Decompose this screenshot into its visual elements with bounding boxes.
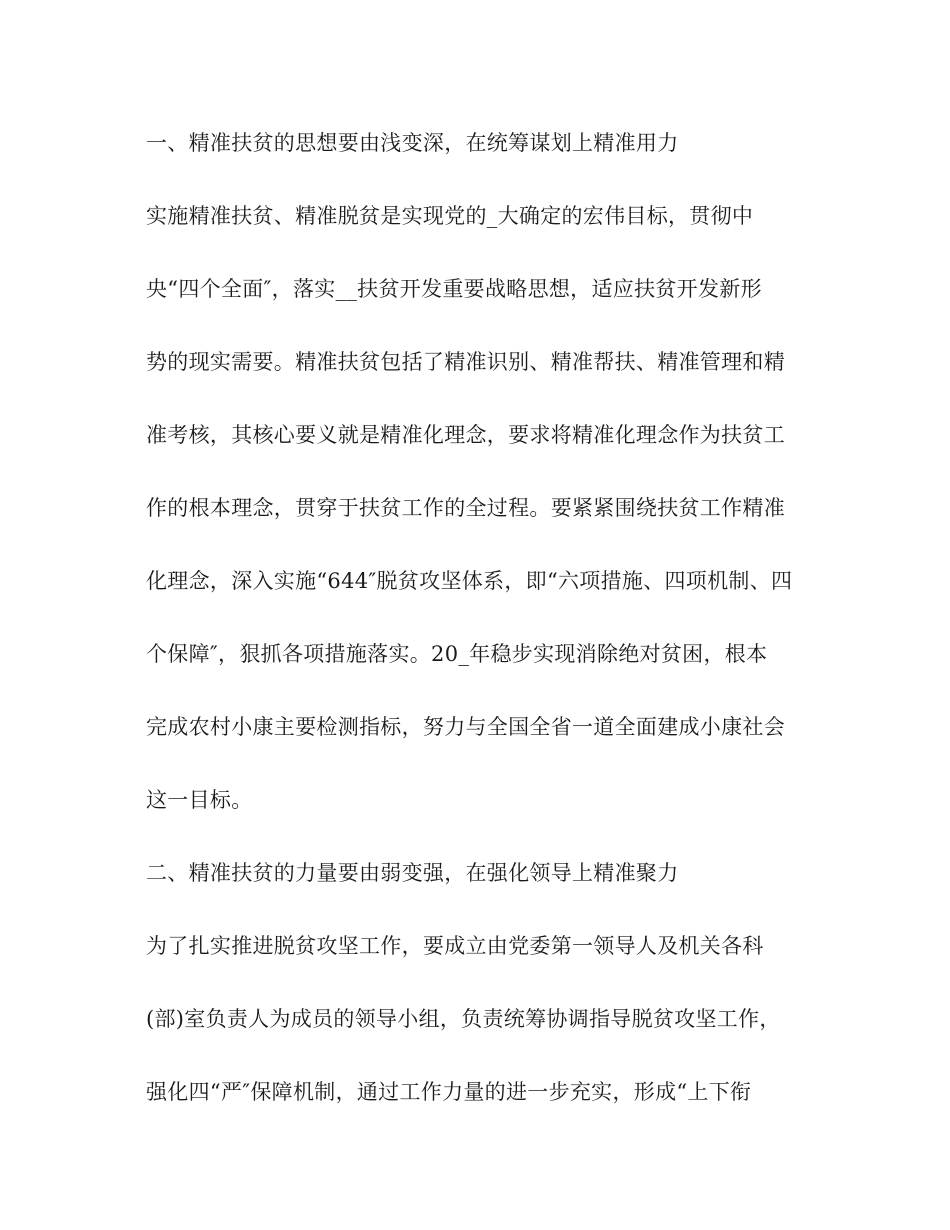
section-heading-2: 二、精准扶贫的力量要由弱变强，在强化领导上精准聚力 [146,861,679,885]
paragraph-line: 个保障″，狠抓各项措施落实。20_年稳步实现消除绝对贫困，根本 [146,642,768,666]
paragraph-line: (部)室负责人为成员的领导小组，负责统筹协调指导脱贫攻坚工作， [146,1007,781,1031]
paragraph-line: 这一目标。 [146,788,253,812]
section-heading-1: 一、精准扶贫的思想要由浅变深，在统筹谋划上精准用力 [146,131,679,155]
paragraph-line: 作的根本理念，贯穿于扶贫工作的全过程。要紧紧围绕扶贫工作精准 [146,496,785,520]
paragraph-line: 为了扎实推进脱贫攻坚工作，要成立由党委第一领导人及机关各科 [146,934,764,958]
paragraph-line: 央“四个全面″，落实__扶贫开发重要战略思想，适应扶贫开发新形 [146,277,762,301]
paragraph-line: 实施精准扶贫、精准脱贫是实现党的_大确定的宏伟目标，贯彻中 [146,204,754,228]
paragraph-line: 准考核，其核心要义就是精准化理念，要求将精准化理念作为扶贫工 [146,423,785,447]
paragraph-line: 势的现实需要。精准扶贫包括了精准识别、精准帮扶、精准管理和精 [146,350,785,374]
paragraph-line: 化理念，深入实施“644″脱贫攻坚体系，即“六项措施、四项机制、四 [146,569,793,593]
paragraph-line: 强化四“严″保障机制，通过工作力量的进一步充实，形成“上下衔 [146,1080,752,1104]
paragraph-line: 完成农村小康主要检测指标，努力与全国全省一道全面建成小康社会 [146,715,785,739]
